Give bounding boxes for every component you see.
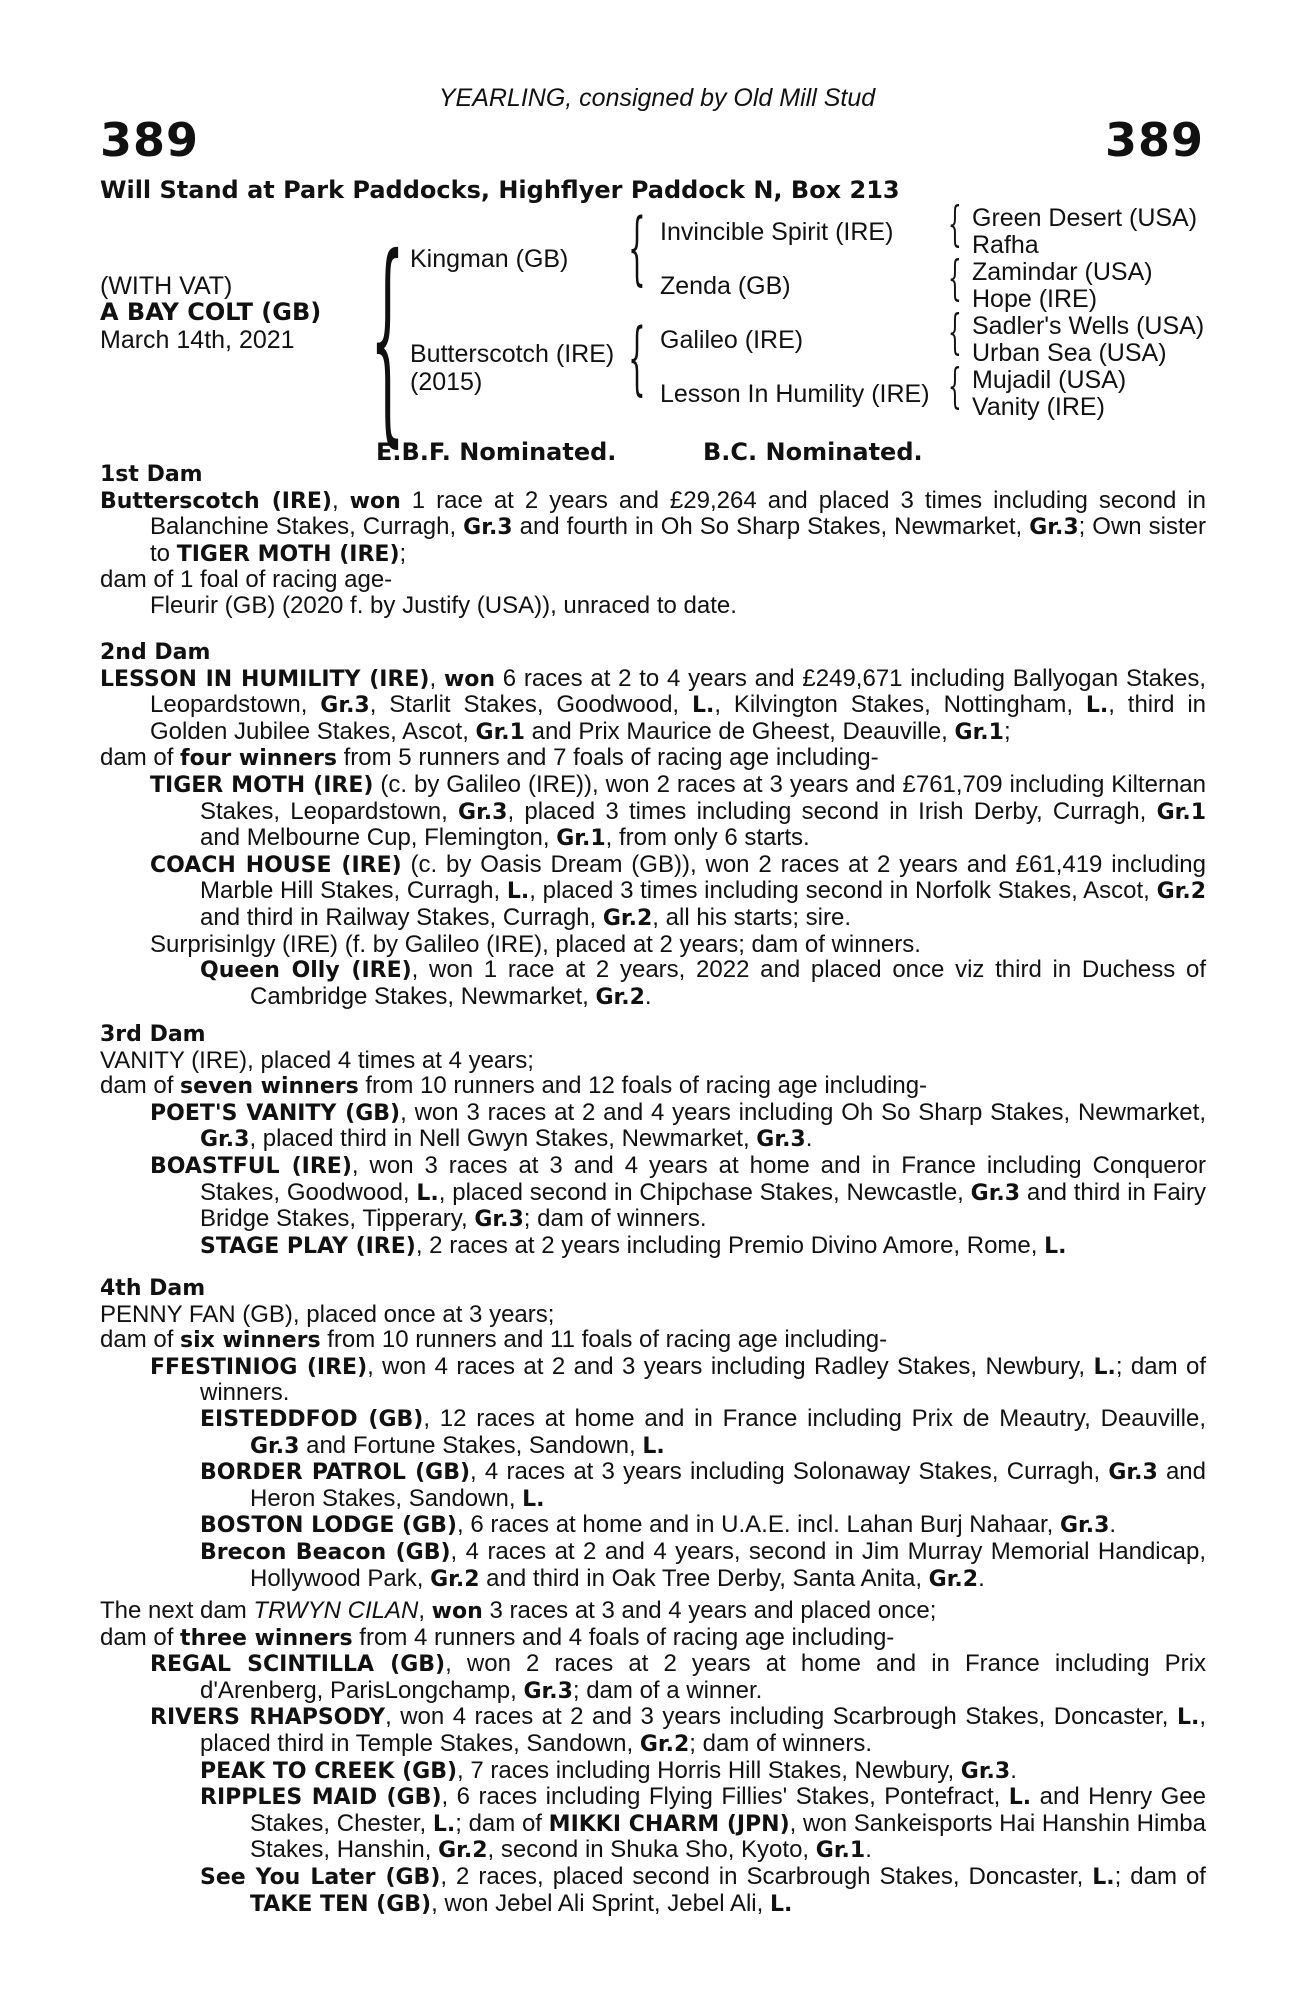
surprisinlgy-entry: Surprisinlgy (IRE) (f. by Galileo (IRE), placed at 2 years; dam of winners. xyxy=(150,930,921,958)
pedigree-g2: Rafha xyxy=(972,231,1039,259)
ffestiniog-entry: FFESTINIOG (IRE), won 4 races at 2 and 3 years including Radley Stakes, Newbury, L.; dam of winners. xyxy=(150,1352,1206,1407)
first-dam-text: Butterscotch (IRE), won 1 race at 2 years and £29,264 and placed 3 times including second in Balanchine Stakes, Curragh, Gr.3 and fourth in Oh So Sharp Stakes, Newmarket, Gr.3; Own sister to TIGER MOTH (IRE); xyxy=(100,486,1206,567)
first-dam-heading: 1st Dam xyxy=(100,462,203,487)
pedigree-brace-dam: { xyxy=(628,311,646,404)
second-dam-heading: 2nd Dam xyxy=(100,640,211,665)
pedigree-dam: Butterscotch (IRE) xyxy=(410,340,615,368)
next-dam-text: The next dam TRWYN CILAN, won 3 races at 3 and 4 years and placed once; xyxy=(100,1597,937,1624)
see-you-later-entry: See You Later (GB), 2 races, placed second in Scarbrough Stakes, Doncaster, L.; dam of TAKE TEN (GB), won Jebel Ali Sprint, Jebel Ali, L. xyxy=(200,1862,1206,1917)
queen-olly-entry: Queen Olly (IRE), won 1 race at 2 years, 2022 and placed once viz third in Duchess of Cambridge Stakes, Newmarket, Gr.2. xyxy=(200,956,1206,1010)
bc-nominated: B.C. Nominated. xyxy=(703,438,923,466)
boastful-entry: BOASTFUL (IRE), won 3 races at 3 and 4 years at home and in France including Conqueror Stakes, Goodwood, L., placed second in Chipchase Stakes, Newcastle, Gr.3 and third in Fairy Bridge Stakes, Tipperary, Gr.3; dam of winners. xyxy=(150,1151,1207,1233)
rivers-rhapsody-entry: RIVERS RHAPSODY, won 4 races at 2 and 3 years including Scarbrough Stakes, Doncaster, L., placed third in Temple Stakes, Sandown, Gr.2; dam of winners. xyxy=(150,1703,1206,1757)
first-dam-section xyxy=(100,462,1206,619)
tiger-moth-entry: TIGER MOTH (IRE) (c. by Galileo (IRE)), won 2 races at 3 years and £761,709 including Kilternan Stakes, Leopardstown, Gr.3, placed 3 times including second in Irish Derby, Curragh, Gr.1 and Melbourne Cup, Flemington, Gr.1, from only 6 starts. xyxy=(150,770,1206,852)
pedigree-g3: Zamindar (USA) xyxy=(972,258,1153,286)
second-dam-section xyxy=(100,640,1206,1010)
pedigree-sire: Kingman (GB) xyxy=(410,245,569,273)
consignment-header: YEARLING, consigned by Old Mill Stud xyxy=(438,84,876,112)
lot-number-left: 389 xyxy=(100,113,200,167)
regal-scintilla-entry: REGAL SCINTILLA (GB), won 2 races at 2 years at home and in France including Prix d'Arenberg, ParisLongchamp, Gr.3; dam of a winner. xyxy=(150,1650,1207,1704)
eisteddfod-entry: EISTEDDFOD (GB), 12 races at home and in France including Prix de Meautry, Deauville, Gr.3 and Fortune Stakes, Sandown, L. xyxy=(200,1404,1206,1459)
boston-lodge-entry: BOSTON LODGE (GB), 6 races at home and in U.A.E. incl. Lahan Burj Nahaar, Gr.3. xyxy=(200,1511,1117,1539)
ebf-nominated: E.B.F. Nominated. xyxy=(376,438,617,466)
fourth-dam-text: PENNY FAN (GB), placed once at 3 years; xyxy=(100,1300,555,1328)
first-dam-foal: Fleurir (GB) (2020 f. by Justify (USA)), unraced to date. xyxy=(150,591,737,619)
pedigree-brace-main: { xyxy=(370,210,405,466)
first-dam-produce: dam of 1 foal of racing age- xyxy=(100,566,393,594)
pedigree-brace-sire: { xyxy=(628,201,646,294)
pedigree-brace-g3: { xyxy=(948,304,962,360)
pedigree-dam-dam: Lesson In Humility (IRE) xyxy=(660,380,930,408)
pedigree-brace-g4: { xyxy=(948,358,962,414)
pedigree-sire-sire: Invincible Spirit (IRE) xyxy=(660,218,894,246)
fourth-dam-heading: 4th Dam xyxy=(100,1276,206,1301)
peak-to-creek-entry: PEAK TO CREEK (GB), 7 races including Horris Hill Stakes, Newbury, Gr.3. xyxy=(200,1756,1017,1784)
brecon-beacon-entry: Brecon Beacon (GB), 4 races at 2 and 4 years, second in Jim Murray Memorial Handicap, Hollywood Park, Gr.2 and third in Oak Tree Derby, Santa Anita, Gr.2. xyxy=(200,1537,1206,1592)
pedigree-g6: Urban Sea (USA) xyxy=(972,339,1167,367)
foaled-date: March 14th, 2021 xyxy=(100,326,295,354)
second-dam-produce: dam of four winners from 5 runners and 7 foals of racing age including- xyxy=(100,744,879,772)
pedigree-g5: Sadler's Wells (USA) xyxy=(972,312,1205,340)
poets-vanity-entry: POET'S VANITY (GB), won 3 races at 2 and 4 years including Oh So Sharp Stakes, Newmarket, Gr.3, placed third in Nell Gwyn Stakes, Newmarket, Gr.3. xyxy=(150,1098,1206,1153)
pedigree-g4: Hope (IRE) xyxy=(972,285,1098,313)
pedigree-g8: Vanity (IRE) xyxy=(972,393,1105,421)
fourth-dam-produce: dam of six winners from 10 runners and 11 foals of racing age including- xyxy=(100,1326,888,1354)
pedigree-g1: Green Desert (USA) xyxy=(972,204,1198,232)
ripples-maid-entry: RIPPLES MAID (GB), 6 races including Flying Fillies' Stakes, Pontefract, L. and Henry Gee Stakes, Chester, L.; dam of MIKKI CHARM (JPN), won Sankeisports Hai Hanshin Himba Stakes, Hanshin, Gr.2, second in Shuka Sho, Kyoto, Gr.1. xyxy=(200,1783,1206,1864)
coach-house-entry: COACH HOUSE (IRE) (c. by Oasis Dream (GB)), won 2 races at 2 years and £61,419 including Marble Hill Stakes, Curragh, L., placed 3 times including second in Norfolk Stakes, Ascot, Gr.2 and third in Railway Stakes, Curragh, Gr.2, all his starts; sire. xyxy=(150,850,1206,931)
next-dam-produce: dam of three winners from 4 runners and 4 foals of racing age including- xyxy=(100,1623,895,1651)
lot-number-right: 389 xyxy=(1104,113,1204,167)
pedigree-brace-g1: { xyxy=(948,196,962,252)
next-dam-section xyxy=(100,1598,1206,1917)
pedigree-brace-g2: { xyxy=(948,250,962,306)
stand-location: Will Stand at Park Paddocks, Highflyer Paddock N, Box 213 xyxy=(100,176,900,204)
pedigree-dam-sire: Galileo (IRE) xyxy=(660,326,804,354)
vat-note: (WITH VAT) xyxy=(100,272,233,300)
horse-name: A BAY COLT (GB) xyxy=(100,298,322,326)
fourth-dam-section xyxy=(100,1276,1206,1592)
second-dam-text: LESSON IN HUMILITY (IRE), won 6 races at 2 to 4 years and £249,671 including Ballyogan Stakes, Leopardstown, Gr.3, Starlit Stakes, Goodwood, L., Kilvington Stakes, Nottingham, L., third in Golden Jubilee Stakes, Ascot, Gr.1 and Prix Maurice de Gheest, Deauville, Gr.1; xyxy=(100,664,1207,745)
third-dam-section xyxy=(100,1022,1206,1259)
pedigree-dam-year: (2015) xyxy=(410,368,483,396)
stage-play-entry: STAGE PLAY (IRE), 2 races at 2 years including Premio Divino Amore, Rome, L. xyxy=(200,1231,1067,1259)
pedigree-g7: Mujadil (USA) xyxy=(972,366,1127,394)
pedigree-sire-dam: Zenda (GB) xyxy=(660,272,791,300)
third-dam-heading: 3rd Dam xyxy=(100,1022,206,1047)
third-dam-text: VANITY (IRE), placed 4 times at 4 years; xyxy=(100,1046,534,1074)
third-dam-produce: dam of seven winners from 10 runners and 12 foals of racing age including- xyxy=(100,1072,928,1100)
border-patrol-entry: BORDER PATROL (GB), 4 races at 3 years including Solonaway Stakes, Curragh, Gr.3 and Heron Stakes, Sandown, L. xyxy=(200,1458,1206,1512)
